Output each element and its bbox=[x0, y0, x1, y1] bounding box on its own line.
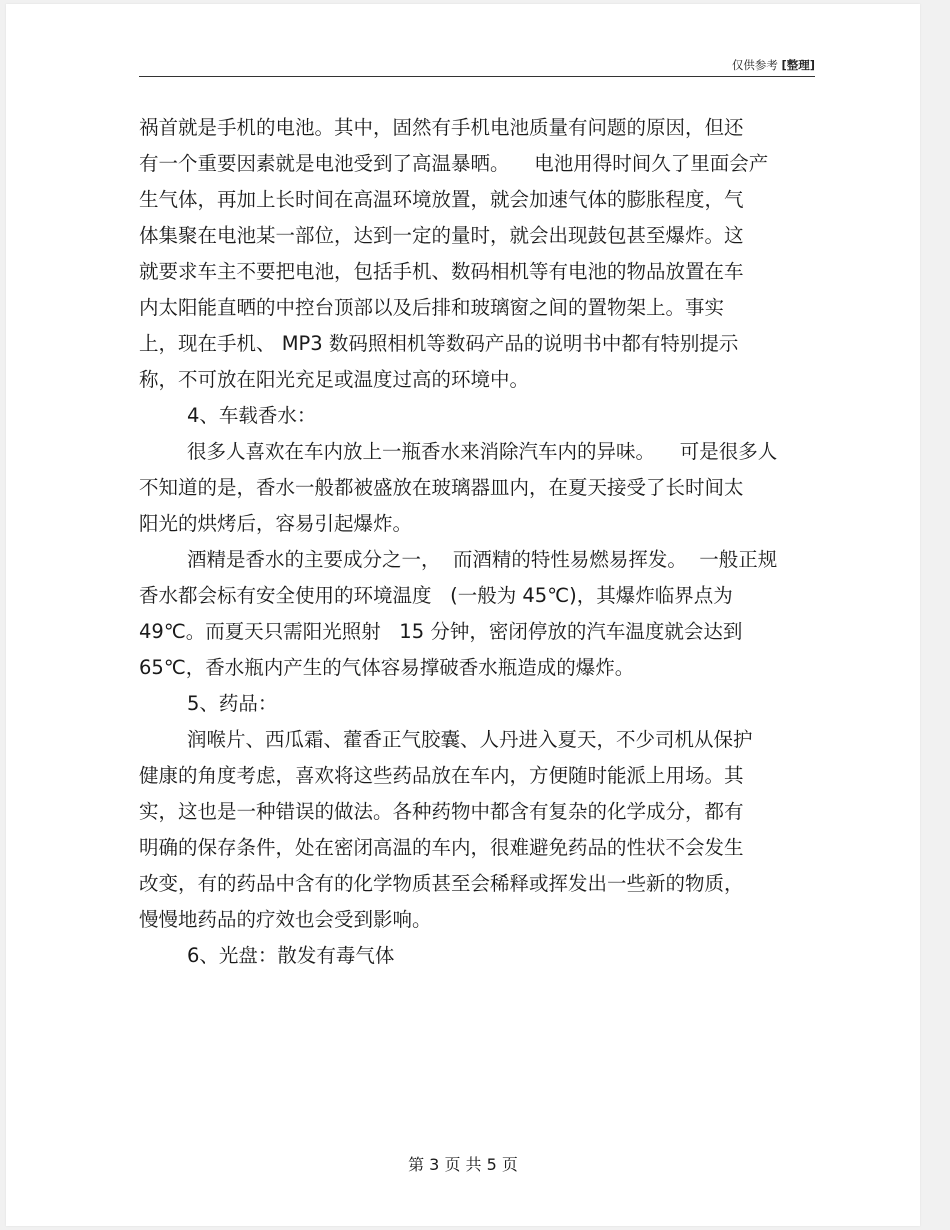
page-footer: 第 3 页 共 5 页 bbox=[408, 1155, 518, 1174]
paragraph bbox=[139, 722, 815, 938]
text-line: 香水都会标有安全使用的环境温度 (一般为 45℃)，其爆炸临界点为 bbox=[139, 584, 733, 607]
text-line: 酒精是香水的主要成分之一， 而酒精的特性易燃易挥发。 一般正规 bbox=[187, 548, 778, 571]
text-line: 祸首就是手机的电池。其中，固然有手机电池质量有问题的原因，但还 bbox=[139, 116, 744, 139]
text-line: 内太阳能直晒的中控台顶部以及后排和玻璃窗之间的置物架上。事实 bbox=[139, 296, 725, 319]
text-line: 65℃，香水瓶内产生的气体容易撑破香水瓶造成的爆炸。 bbox=[139, 656, 635, 679]
text-line: 润喉片、西瓜霜、藿香正气胶囊、人丹进入夏天，不少司机从保护 bbox=[187, 728, 753, 751]
text-line: 健康的角度考虑，喜欢将这些药品放在车内，方便随时能派上用场。其 bbox=[139, 764, 744, 787]
header-bracket: [整理] bbox=[781, 58, 815, 72]
document-page bbox=[6, 4, 920, 1226]
text-line: 49℃。而夏天只需阳光照射 15 分钟，密闭停放的汽车温度就会达到 bbox=[139, 620, 743, 643]
section-heading: 6、光盘：散发有毒气体 bbox=[187, 944, 395, 967]
header-label: 仅供参考 bbox=[731, 58, 778, 72]
paragraph bbox=[139, 110, 815, 398]
text-line: 生气体，再加上长时间在高温环境放置，就会加速气体的膨胀程度，气 bbox=[139, 188, 744, 211]
section-heading: 4、车载香水： bbox=[187, 404, 317, 427]
text-line: 慢慢地药品的疗效也会受到影响。 bbox=[139, 908, 432, 931]
text-line: 明确的保存条件，处在密闭高温的车内，很难避免药品的性状不会发生 bbox=[139, 836, 744, 859]
text-line: 有一个重要因素就是电池受到了高温暴晒。 电池用得时间久了里面会产 bbox=[139, 152, 769, 175]
text-line: 不知道的是，香水一般都被盛放在玻璃器皿内，在夏天接受了长时间太 bbox=[139, 476, 744, 499]
text-line: 实，这也是一种错误的做法。各种药物中都含有复杂的化学成分，都有 bbox=[139, 800, 744, 823]
text-line: 称，不可放在阳光充足或温度过高的环境中。 bbox=[139, 368, 530, 391]
text-line: 上，现在手机、 MP3 数码照相机等数码产品的说明书中都有特别提示 bbox=[139, 332, 739, 355]
page-header bbox=[139, 54, 815, 77]
paragraph bbox=[139, 542, 815, 686]
body-text bbox=[139, 110, 815, 974]
text-line: 很多人喜欢在车内放上一瓶香水来消除汽车内的异味。 可是很多人 bbox=[187, 440, 778, 463]
text-line: 改变，有的药品中含有的化学物质甚至会稀释或挥发出一些新的物质， bbox=[139, 872, 744, 895]
text-line: 就要求车主不要把电池，包括手机、数码相机等有电池的物品放置在车 bbox=[139, 260, 744, 283]
section-heading: 5、药品： bbox=[187, 692, 278, 715]
paragraph bbox=[139, 434, 815, 542]
text-line: 体集聚在电池某一部位，达到一定的量时，就会出现鼓包甚至爆炸。这 bbox=[139, 224, 744, 247]
text-line: 阳光的烘烤后，容易引起爆炸。 bbox=[139, 512, 413, 535]
